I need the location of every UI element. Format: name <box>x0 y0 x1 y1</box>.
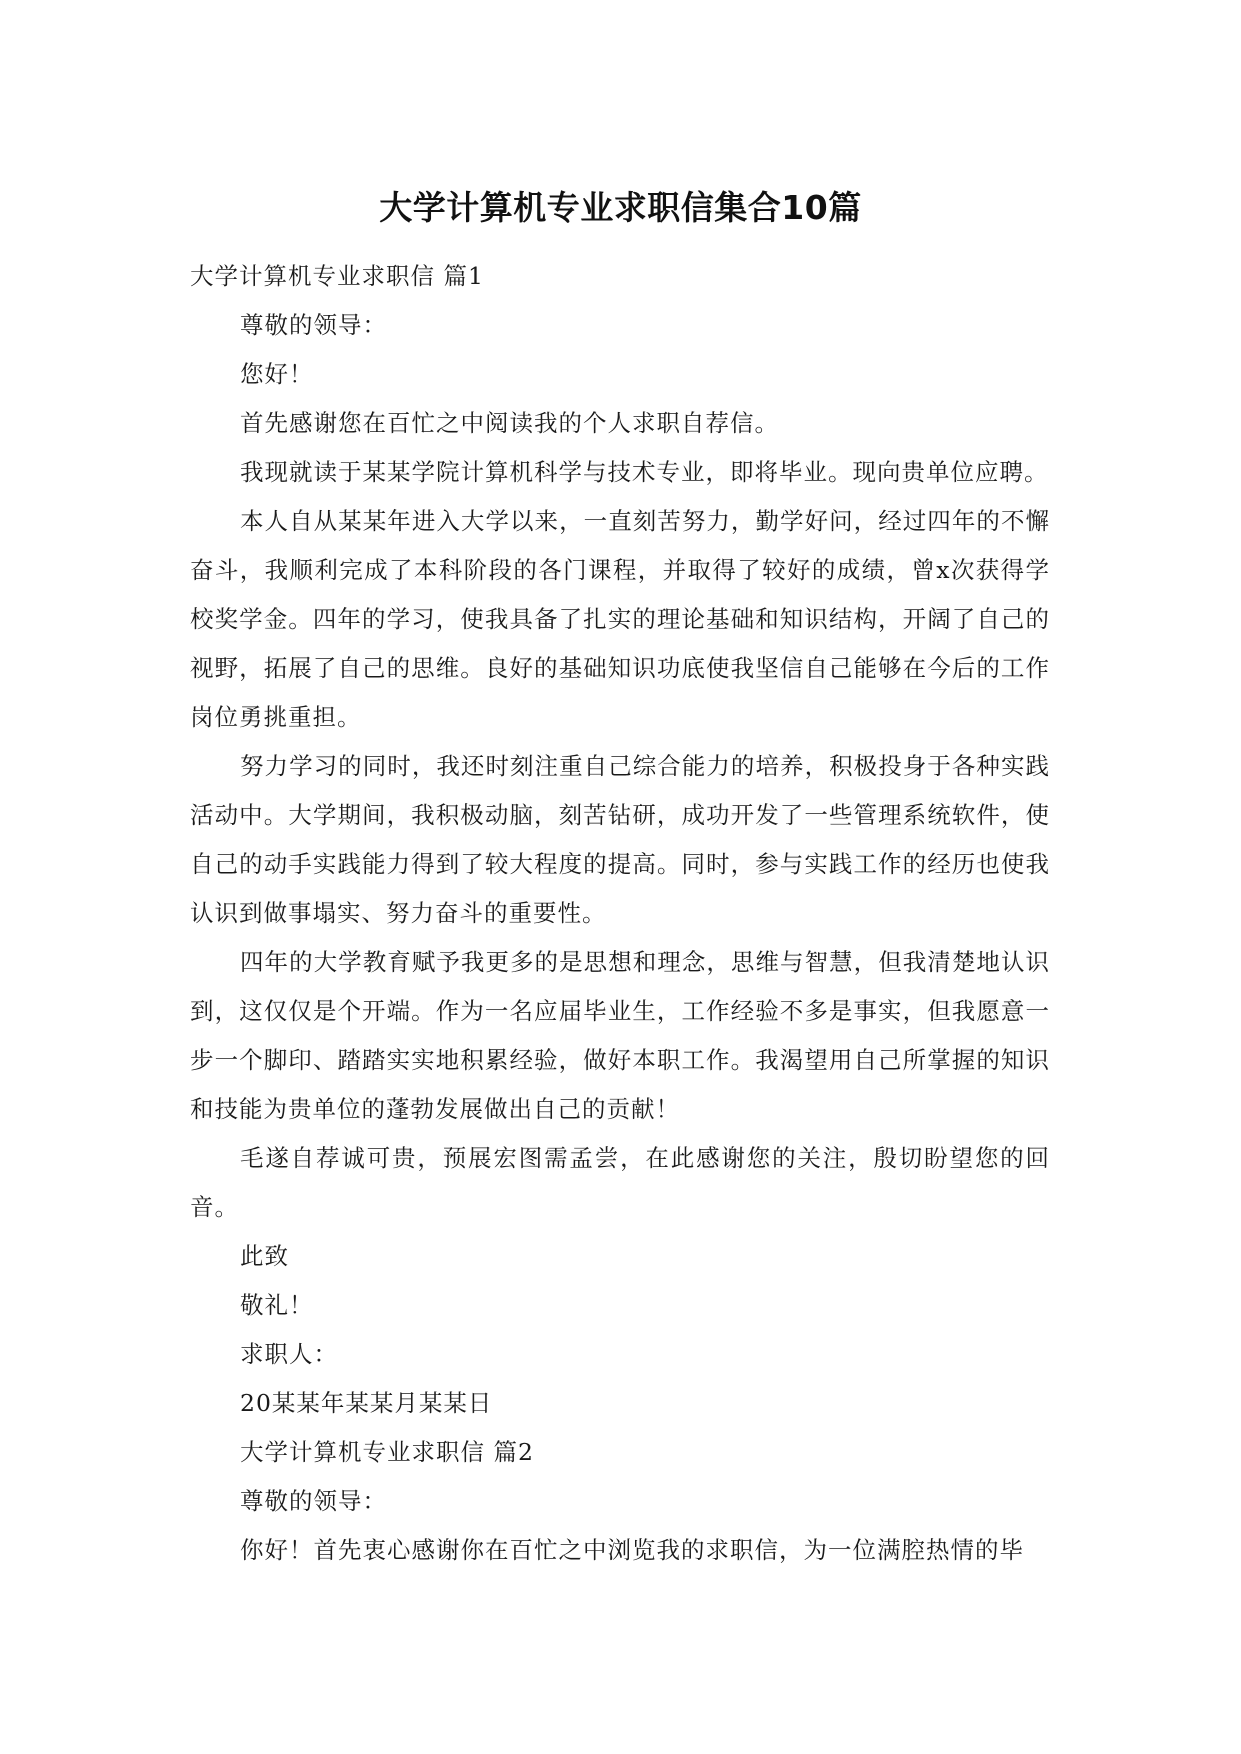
salutation: 尊敬的领导： <box>240 1487 387 1515</box>
paragraph: 你好！首先衷心感谢你在百忙之中浏览我的求职信，为一位满腔热情的毕 <box>240 1536 1024 1564</box>
paragraph: 首先感谢您在百忙之中阅读我的个人求职自荐信。 <box>240 409 779 437</box>
paragraph: 努力学习的同时，我还时刻注重自己综合能力的培养，积极投身于各种实践活动中。大学期间，我积极动脑，刻苦钻研，成功开发了一些管理系统软件，使自己的动手实践能力得到了较大程度的提高。同时，参与实践工作的经历也使我认识到做事塌实、努力奋斗的重要性。 <box>190 752 1050 927</box>
paragraph: 我现就读于某某学院计算机科学与技术专业，即将毕业。现向贵单位应聘。 <box>240 458 1049 486</box>
salutation: 尊敬的领导： <box>240 311 387 339</box>
section-heading-1: 大学计算机专业求职信 篇1 <box>190 262 484 290</box>
document-title: 大学计算机专业求职信集合10篇 <box>379 188 862 227</box>
greeting: 您好！ <box>240 360 314 388</box>
document-body <box>190 252 1050 1575</box>
paragraph: 本人自从某某年进入大学以来，一直刻苦努力，勤学好问，经过四年的不懈奋斗，我顺利完成了本科阶段的各门课程，并取得了较好的成绩，曾x次获得学校奖学金。四年的学习，使我具备了扎实的理论基础和知识结构，开阔了自己的视野，拓展了自己的思维。良好的基础知识功底使我坚信自己能够在今后的工作岗位勇挑重担。 <box>190 507 1050 731</box>
section-heading-2: 大学计算机专业求职信 篇2 <box>240 1438 534 1466</box>
date-line: 20某某年某某月某某日 <box>240 1389 493 1417</box>
signature-label: 求职人： <box>240 1340 338 1368</box>
closing-line: 此致 <box>240 1242 289 1270</box>
paragraph: 毛遂自荐诚可贵，预展宏图需孟尝，在此感谢您的关注，殷切盼望您的回音。 <box>190 1144 1050 1221</box>
paragraph: 四年的大学教育赋予我更多的是思想和理念，思维与智慧，但我清楚地认识到，这仅仅是个开端。作为一名应届毕业生，工作经验不多是事实，但我愿意一步一个脚印、踏踏实实地积累经验，做好本职工作。我渴望用自己所掌握的知识和技能为贵单位的蓬勃发展做出自己的贡献！ <box>190 948 1050 1123</box>
closing-regards: 敬礼！ <box>240 1291 314 1319</box>
